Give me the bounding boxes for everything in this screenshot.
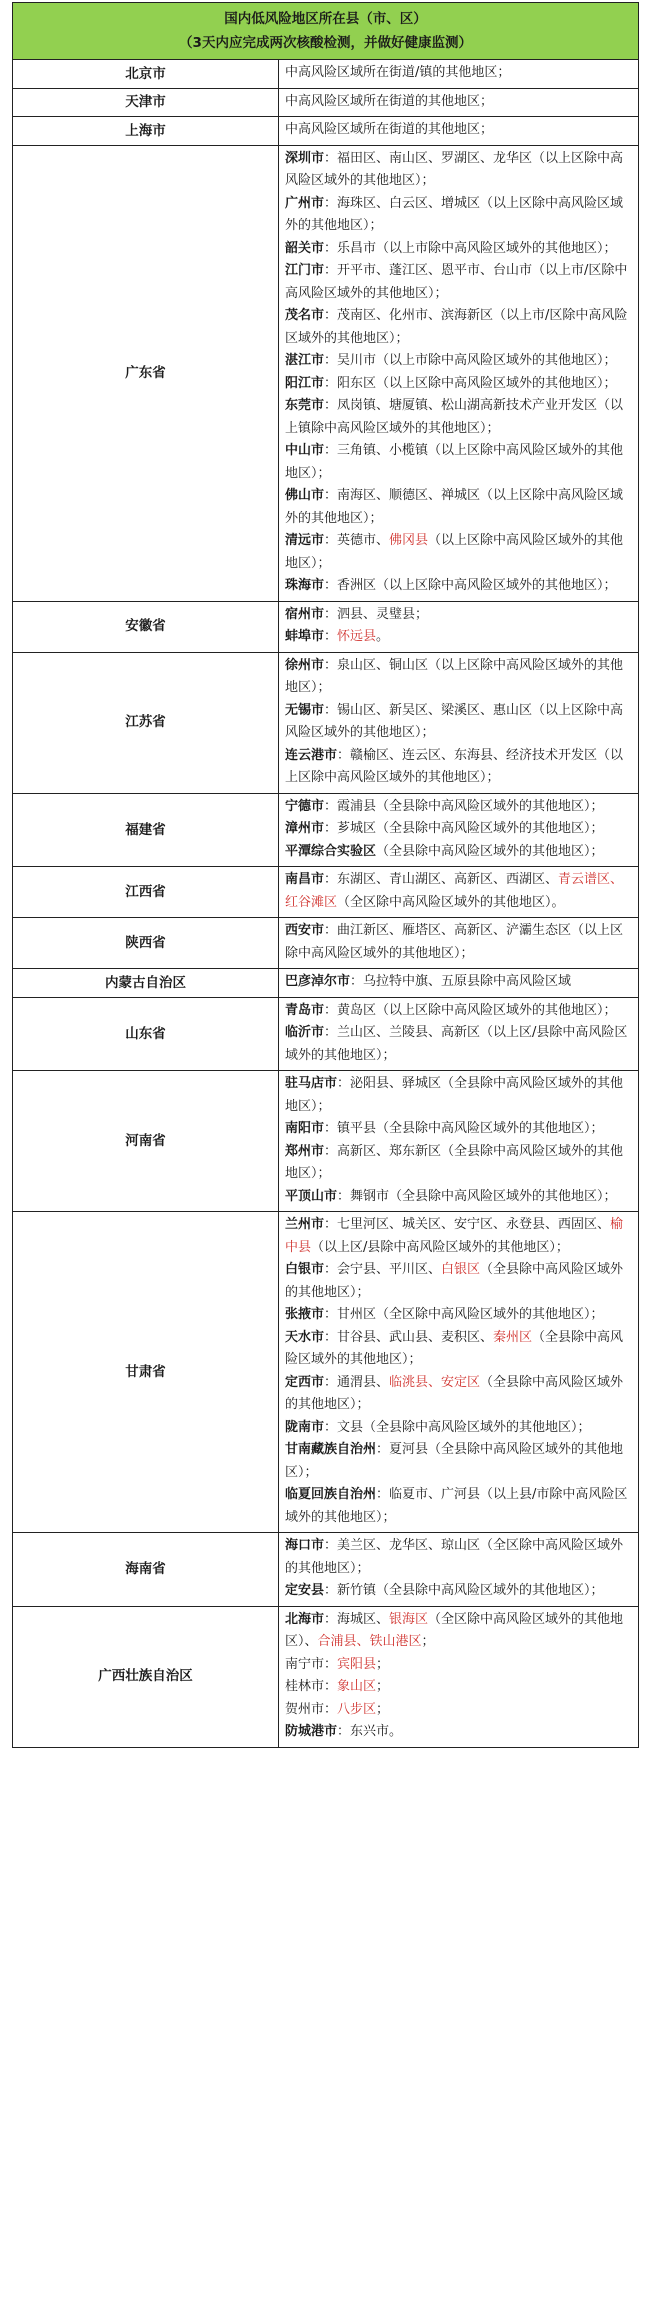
city-name: 阳江市: [285, 375, 325, 391]
city-entry: [285, 1721, 632, 1744]
city-entry: [285, 1022, 632, 1067]
city-entry: [285, 119, 632, 142]
city-entry: [285, 869, 632, 914]
table-row: [13, 1606, 639, 1747]
city-entry: [285, 841, 632, 864]
city-entry: [285, 796, 632, 819]
area-text: ：甘州区（全区除中高风险区域外的其他地区）；: [324, 1307, 604, 1322]
city-entry: [285, 1676, 632, 1699]
city-name: 青岛市: [285, 1002, 325, 1018]
detail-cell: [279, 652, 639, 793]
highlighted-area: 怀远县: [337, 629, 377, 644]
area-text: ：临夏市、广河县（以上县/市除中高风险区域外的其他地区）；: [285, 1487, 628, 1525]
city-entry: [285, 1484, 632, 1529]
table-title-line2: （3天内应完成两次核酸检测，并做好健康监测）: [179, 35, 472, 51]
area-text: ：海珠区、白云区、增城区（以上区除中高风险区域外的其他地区）；: [285, 195, 624, 233]
area-text: （以上区除中高风险区域外的其他地区）；: [285, 533, 624, 571]
city-name: 海口市: [285, 1538, 325, 1553]
city-name: 无锡市: [285, 702, 325, 718]
city-name: 郑州市: [285, 1143, 325, 1159]
city-entry: [285, 530, 632, 575]
city-entry: [285, 395, 632, 440]
province-cell: 海南省: [13, 1533, 279, 1607]
area-text: ：芗城区（全县除中高风险区域外的其他地区）；: [324, 821, 604, 836]
area-text: ；: [376, 1679, 390, 1694]
province-cell: 江苏省: [13, 652, 279, 793]
city-name: 中山市: [285, 443, 325, 458]
area-text: ：通渭县、: [324, 1374, 390, 1390]
area-text: ：霞浦县（全县除中高风险区域外的其他地区）；: [324, 798, 604, 814]
detail-cell: [279, 601, 639, 652]
city-name: 西安市: [285, 923, 325, 938]
city-name: 甘南藏族自治州: [285, 1442, 377, 1457]
highlighted-area: 象山区: [337, 1679, 377, 1694]
province-cell: 河南省: [13, 1071, 279, 1212]
city-entry: [285, 1439, 632, 1484]
highlighted-area: 八步区: [337, 1701, 377, 1717]
city-name: 巴彦淖尔市: [285, 974, 351, 989]
detail-cell: [279, 1533, 639, 1607]
area-text: ：开平市、蓬江区、恩平市、台山市（以上市/区除中高风险区域外的其他地区）；: [285, 263, 628, 301]
city-entry: [285, 1304, 632, 1327]
city-name: 天水市: [285, 1329, 325, 1345]
area-text: ：新竹镇（全县除中高风险区域外的其他地区）；: [324, 1583, 604, 1598]
highlighted-area: 银海区: [389, 1611, 429, 1627]
table-row: [13, 969, 639, 998]
area-text: 中高风险区域所在街道的其他地区；: [285, 122, 494, 137]
city-entry: [285, 1580, 632, 1603]
risk-area-table: [12, 2, 639, 1748]
detail-cell: [279, 60, 639, 89]
city-entry: [285, 260, 632, 305]
city-name: 徐州市: [285, 657, 325, 673]
highlighted-area: 临洮县、安定区: [389, 1374, 481, 1390]
area-text: ：: [324, 629, 338, 644]
table-row: [13, 997, 639, 1071]
area-text: 中高风险区域所在街道/镇的其他地区；: [285, 65, 511, 80]
highlighted-area: 佛冈县: [389, 533, 429, 548]
highlighted-area: 秦州区: [493, 1329, 533, 1345]
city-entry: [285, 1609, 632, 1654]
province-cell: 上海市: [13, 117, 279, 146]
city-entry: [285, 91, 632, 114]
city-name: 宿州市: [285, 606, 325, 622]
city-name: 陇南市: [285, 1419, 325, 1435]
city-name: 佛山市: [285, 488, 325, 503]
city-entry: [285, 62, 632, 85]
area-text: ：文县（全县除中高风险区域外的其他地区）；: [324, 1419, 591, 1435]
city-entry: [285, 971, 632, 994]
city-name: 漳州市: [285, 821, 325, 836]
table-row: [13, 88, 639, 117]
area-text: ：香洲区（以上区除中高风险区域外的其他地区）；: [324, 578, 617, 593]
city-name: 定西市: [285, 1374, 325, 1390]
area-text: ：甘谷县、武山县、麦积区、: [324, 1329, 494, 1345]
city-entry: [285, 575, 632, 598]
city-entry: [285, 1654, 632, 1677]
table-title: [13, 3, 639, 60]
city-name: 湛江市: [285, 353, 325, 368]
area-text: ：会宁县、平川区、: [324, 1262, 442, 1277]
province-cell: 福建省: [13, 793, 279, 867]
area-text: ：吴川市（以上市除中高风险区域外的其他地区）；: [324, 353, 617, 368]
table-row: [13, 1071, 639, 1212]
area-text: ：海城区、: [324, 1611, 390, 1627]
table-row: [13, 1533, 639, 1607]
city-entry: [285, 920, 632, 965]
city-entry: [285, 1372, 632, 1417]
area-text: ；: [376, 1701, 390, 1717]
city-name: 临夏回族自治州: [285, 1487, 377, 1502]
table-row: [13, 867, 639, 918]
table-body: [13, 60, 639, 1748]
city-entry: [285, 700, 632, 745]
city-entry: [285, 604, 632, 627]
city-entry: [285, 655, 632, 700]
detail-cell: [279, 1606, 639, 1747]
detail-cell: [279, 1212, 639, 1533]
area-text: （全区除中高风险区域外的其他地区）。: [337, 894, 565, 910]
city-name: 北海市: [285, 1611, 325, 1627]
area-text: ：兰山区、兰陵县、高新区（以上区/县除中高风险区域外的其他地区）；: [285, 1025, 628, 1063]
city-entry: [285, 1417, 632, 1440]
city-name: 宁德市: [285, 798, 325, 814]
province-cell: 内蒙古自治区: [13, 969, 279, 998]
city-entry: [285, 1118, 632, 1141]
city-name: 南阳市: [285, 1121, 325, 1136]
area-text: ：三角镇、小榄镇（以上区除中高风险区域外的其他地区）；: [285, 443, 624, 481]
table-row: [13, 145, 639, 601]
province-cell: 广西壮族自治区: [13, 1606, 279, 1747]
area-text: 。: [376, 629, 390, 644]
detail-cell: [279, 969, 639, 998]
area-text: ：福田区、南山区、罗湖区、龙华区（以上区除中高风险区域外的其他地区）；: [285, 150, 624, 188]
city-name: 深圳市: [285, 150, 325, 166]
highlighted-area: 合浦县、铁山港区: [317, 1634, 422, 1649]
area-text: （全县除中高风险区域外的其他地区）；: [376, 843, 604, 859]
area-text: ：高新区、郑东新区（全县除中高风险区域外的其他地区）；: [285, 1143, 624, 1181]
city-entry: [285, 1699, 632, 1722]
province-cell: 北京市: [13, 60, 279, 89]
area-text: ：泗县、灵璧县；: [324, 606, 429, 622]
area-text: （全县除中高风险区域外的其他地区）；: [285, 1329, 624, 1367]
city-entry: [285, 1327, 632, 1372]
province-cell: 广东省: [13, 145, 279, 601]
area-text: ：曲江新区、雁塔区、高新区、浐灞生态区（以上区除中高风险区域外的其他地区）；: [285, 923, 624, 961]
province-cell: 陕西省: [13, 918, 279, 969]
city-name: 珠海市: [285, 578, 325, 593]
city-entry: [285, 373, 632, 396]
detail-cell: [279, 997, 639, 1071]
province-cell: 天津市: [13, 88, 279, 117]
city-entry: [285, 626, 632, 649]
area-text: ：南海区、顺德区、禅城区（以上区除中高风险区域外的其他地区）；: [285, 488, 624, 526]
detail-cell: [279, 1071, 639, 1212]
province-cell: 安徽省: [13, 601, 279, 652]
city-name: 茂名市: [285, 308, 325, 323]
area-text: 中高风险区域所在街道的其他地区；: [285, 93, 494, 109]
city-entry: [285, 1535, 632, 1580]
table-row: [13, 601, 639, 652]
area-text: ；: [376, 1656, 390, 1672]
detail-cell: [279, 145, 639, 601]
city-entry: [285, 1186, 632, 1209]
area-text: （全县除中高风险区域外的其他地区）；: [285, 1262, 624, 1300]
city-entry: [285, 1259, 632, 1304]
city-entry: [285, 1214, 632, 1259]
area-text: ：夏河县（全县除中高风险区域外的其他地区）；: [285, 1442, 624, 1480]
table-row: [13, 652, 639, 793]
detail-cell: [279, 867, 639, 918]
area-text: 贺州市：: [285, 1701, 338, 1717]
city-name: 东莞市: [285, 398, 325, 413]
table-row: [13, 60, 639, 89]
city-name: 张掖市: [285, 1307, 325, 1322]
area-text: ：英德市、: [324, 533, 390, 548]
city-entry: [285, 193, 632, 238]
city-entry: [285, 148, 632, 193]
city-name: 韶关市: [285, 240, 325, 256]
city-name: 平顶山市: [285, 1188, 338, 1204]
city-entry: [285, 238, 632, 261]
area-text: ：凤岗镇、塘厦镇、松山湖高新技术产业开发区（以上镇除中高风险区域外的其他地区）；: [285, 398, 624, 436]
city-entry: [285, 1141, 632, 1186]
detail-cell: [279, 793, 639, 867]
area-text: ：东湖区、青山湖区、高新区、西湖区、: [324, 872, 559, 887]
city-entry: [285, 305, 632, 350]
area-text: （以上区/县除中高风险区域外的其他地区）；: [311, 1239, 569, 1255]
city-entry: [285, 1000, 632, 1023]
area-text: ：美兰区、龙华区、琼山区（全区除中高风险区域外的其他地区）；: [285, 1538, 624, 1576]
table-row: [13, 793, 639, 867]
city-name: 清远市: [285, 533, 325, 548]
highlighted-area: 宾阳县: [337, 1656, 377, 1672]
city-entry: [285, 745, 632, 790]
city-name: 兰州市: [285, 1217, 325, 1232]
detail-cell: [279, 117, 639, 146]
highlighted-area: 青云谱区、红谷滩区: [285, 872, 624, 910]
province-cell: 山东省: [13, 997, 279, 1071]
city-name: 连云港市: [285, 747, 338, 763]
area-text: ：乌拉特中旗、五原县除中高风险区域: [350, 974, 572, 989]
table-row: [13, 918, 639, 969]
detail-cell: [279, 88, 639, 117]
city-entry: [285, 818, 632, 841]
city-name: 驻马店市: [285, 1076, 338, 1091]
city-entry: [285, 350, 632, 373]
detail-cell: [279, 918, 639, 969]
area-text: ：泉山区、铜山区（以上区除中高风险区域外的其他地区）；: [285, 657, 624, 695]
area-text: ：黄岛区（以上区除中高风险区域外的其他地区）；: [324, 1002, 617, 1018]
city-entry: [285, 1073, 632, 1118]
area-text: ：镇平县（全县除中高风险区域外的其他地区）；: [324, 1121, 604, 1136]
area-text: ：阳东区（以上区除中高风险区域外的其他地区）；: [324, 375, 617, 391]
city-name: 白银市: [285, 1262, 325, 1277]
highlighted-area: 榆中县: [285, 1217, 624, 1255]
province-cell: 甘肃省: [13, 1212, 279, 1533]
city-name: 平潭综合实验区: [285, 843, 377, 859]
area-text: （全区除中高风险区域外的其他地区）、: [285, 1611, 624, 1649]
area-text: ：舞钢市（全县除中高风险区域外的其他地区）；: [337, 1188, 617, 1204]
area-text: ：乐昌市（以上市除中高风险区域外的其他地区）；: [324, 240, 617, 256]
city-name: 广州市: [285, 195, 325, 211]
city-name: 蚌埠市: [285, 629, 325, 644]
city-name: 防城港市: [285, 1724, 338, 1739]
area-text: ：茂南区、化州市、滨海新区（以上市/区除中高风险区域外的其他地区）；: [285, 308, 628, 346]
table-row: [13, 117, 639, 146]
table-header-row: [13, 3, 639, 60]
area-text: ：七里河区、城关区、安宁区、永登县、西固区、: [324, 1217, 611, 1232]
area-text: 桂林市：: [285, 1679, 338, 1694]
highlighted-area: 白银区: [441, 1262, 481, 1277]
area-text: ：泌阳县、驿城区（全县除中高风险区域外的其他地区）；: [285, 1076, 624, 1114]
table-row: [13, 1212, 639, 1533]
province-cell: 江西省: [13, 867, 279, 918]
city-name: 临沂市: [285, 1025, 325, 1040]
area-text: 南宁市：: [285, 1656, 338, 1672]
table-title-line1: 国内低风险地区所在县（市、区）: [224, 11, 427, 27]
area-text: （全县除中高风险区域外的其他地区）；: [285, 1374, 624, 1412]
city-name: 定安县: [285, 1583, 325, 1598]
city-entry: [285, 440, 632, 485]
area-text: ：锡山区、新吴区、梁溪区、惠山区（以上区除中高风险区域外的其他地区）；: [285, 702, 624, 740]
area-text: ；: [421, 1634, 435, 1649]
city-name: 江门市: [285, 263, 325, 278]
area-text: ：赣榆区、连云区、东海县、经济技术开发区（以上区除中高风险区域外的其他地区）；: [285, 747, 624, 785]
area-text: ：东兴市。: [337, 1724, 403, 1739]
city-name: 南昌市: [285, 872, 325, 887]
city-entry: [285, 485, 632, 530]
